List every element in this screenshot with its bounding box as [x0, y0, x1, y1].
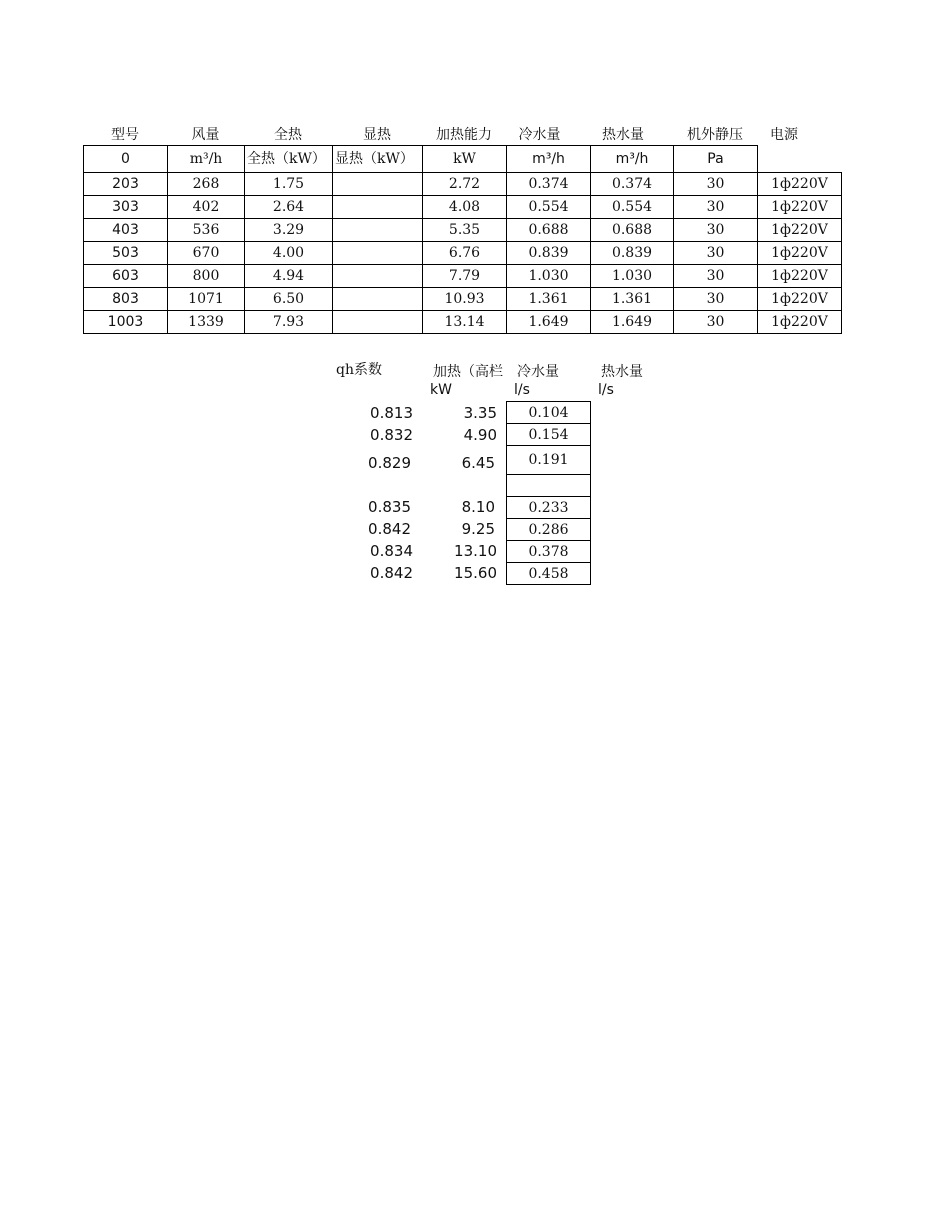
- heating-value: 3.35: [463, 404, 497, 422]
- cell-airflow: 670: [168, 242, 245, 265]
- cell-sensible-heat: [333, 173, 423, 196]
- cell-model: 603: [84, 265, 168, 288]
- cell-heating: 6.76: [423, 242, 507, 265]
- cell-heating: 5.35: [423, 219, 507, 242]
- cell-model: 203: [84, 173, 168, 196]
- cold-water-cell: 0.378: [506, 540, 591, 563]
- qh-value: 0.829: [368, 454, 411, 472]
- table-row: [84, 265, 842, 288]
- spec-table: [83, 145, 842, 334]
- cell-hot-water: 1.030: [591, 265, 674, 288]
- cell-hot-water: 1.649: [591, 311, 674, 334]
- header-static-pressure: 机外静压: [687, 127, 743, 143]
- qh-value: 0.832: [370, 426, 413, 444]
- cell-power: 1ф220V: [758, 288, 842, 311]
- qh-value: 0.842: [370, 564, 413, 582]
- cell-total-heat: 2.64: [245, 196, 333, 219]
- units-cell: m³/h: [168, 146, 245, 173]
- cell-power: 1ф220V: [758, 173, 842, 196]
- cell-model: 803: [84, 288, 168, 311]
- heating-value: 8.10: [461, 498, 495, 516]
- units-cell: Pa: [674, 146, 758, 173]
- cell-static-pressure: 30: [674, 265, 758, 288]
- table-row: [84, 173, 842, 196]
- table-row: [84, 196, 842, 219]
- cell-sensible-heat: [333, 265, 423, 288]
- cell-airflow: 268: [168, 173, 245, 196]
- cell-heating: 4.08: [423, 196, 507, 219]
- lower-unit-kw: kW: [430, 382, 452, 398]
- cell-airflow: 402: [168, 196, 245, 219]
- cell-heating: 13.14: [423, 311, 507, 334]
- qh-value: 0.842: [368, 520, 411, 538]
- header-total-heat: 全热: [274, 127, 302, 143]
- cell-airflow: 536: [168, 219, 245, 242]
- cell-sensible-heat: [333, 311, 423, 334]
- cell-heating: 10.93: [423, 288, 507, 311]
- cold-water-cell: [506, 474, 591, 497]
- cell-model: 1003: [84, 311, 168, 334]
- units-cell: 显热（kW）: [333, 146, 423, 173]
- cell-static-pressure: 30: [674, 242, 758, 265]
- qh-value: 0.835: [368, 498, 411, 516]
- lower-header-qh: qh系数: [336, 362, 382, 378]
- units-cell: m³/h: [591, 146, 674, 173]
- cold-water-cell: 0.191: [506, 445, 591, 475]
- header-heating-capacity: 加热能力: [436, 127, 492, 143]
- cell-sensible-heat: [333, 219, 423, 242]
- cell-static-pressure: 30: [674, 288, 758, 311]
- header-cold-water: 冷水量: [518, 127, 561, 143]
- header-power: 电源: [770, 127, 798, 143]
- cell-model: 403: [84, 219, 168, 242]
- heating-value: 4.90: [463, 426, 497, 444]
- header-airflow: 风量: [191, 127, 220, 143]
- lower-unit-ls: l/s: [598, 382, 614, 398]
- cell-static-pressure: 30: [674, 219, 758, 242]
- cell-total-heat: 6.50: [245, 288, 333, 311]
- cell-cold-water: 1.030: [507, 265, 591, 288]
- cell-sensible-heat: [333, 196, 423, 219]
- cell-static-pressure: 30: [674, 196, 758, 219]
- units-cell: kW: [423, 146, 507, 173]
- cell-sensible-heat: [333, 242, 423, 265]
- table-row: [84, 288, 842, 311]
- cell-heating: 7.79: [423, 265, 507, 288]
- qh-value: 0.834: [370, 542, 413, 560]
- table-row: [84, 242, 842, 265]
- qh-value: 0.813: [370, 404, 413, 422]
- cell-power: 1ф220V: [758, 219, 842, 242]
- cell-hot-water: 1.361: [591, 288, 674, 311]
- cell-power: 1ф220V: [758, 196, 842, 219]
- cell-cold-water: 0.839: [507, 242, 591, 265]
- cell-sensible-heat: [333, 288, 423, 311]
- units-cell: 0: [84, 146, 168, 173]
- units-cell: m³/h: [507, 146, 591, 173]
- lower-header-hot-water: 热水量: [601, 364, 643, 380]
- cold-water-cell: 0.154: [506, 423, 591, 446]
- header-sensible-heat: 显热: [363, 127, 391, 143]
- cell-model: 503: [84, 242, 168, 265]
- cell-model: 303: [84, 196, 168, 219]
- cell-total-heat: 7.93: [245, 311, 333, 334]
- cell-airflow: 800: [168, 265, 245, 288]
- cell-power: 1ф220V: [758, 242, 842, 265]
- lower-header-cold-water: 冷水量: [517, 364, 559, 380]
- cell-total-heat: 4.00: [245, 242, 333, 265]
- table-row: [84, 219, 842, 242]
- cold-water-cell: 0.104: [506, 401, 591, 424]
- cold-water-cell: 0.233: [506, 496, 591, 519]
- cell-static-pressure: 30: [674, 173, 758, 196]
- header-model: 型号: [111, 127, 139, 143]
- lower-header-heating: 加热（高栏: [433, 364, 503, 380]
- table-row: [84, 311, 842, 334]
- heating-value: 13.10: [454, 542, 497, 560]
- heating-value: 9.25: [461, 520, 495, 538]
- header-hot-water: 热水量: [602, 127, 644, 143]
- units-row: [84, 146, 842, 173]
- cell-cold-water: 0.554: [507, 196, 591, 219]
- cell-total-heat: 4.94: [245, 265, 333, 288]
- units-cell: [758, 146, 842, 173]
- cell-cold-water: 1.361: [507, 288, 591, 311]
- cell-hot-water: 0.688: [591, 219, 674, 242]
- cell-cold-water: 1.649: [507, 311, 591, 334]
- cell-hot-water: 0.374: [591, 173, 674, 196]
- cell-total-heat: 1.75: [245, 173, 333, 196]
- cell-static-pressure: 30: [674, 311, 758, 334]
- cell-total-heat: 3.29: [245, 219, 333, 242]
- cold-water-cell: 0.458: [506, 562, 591, 585]
- cell-power: 1ф220V: [758, 265, 842, 288]
- cell-heating: 2.72: [423, 173, 507, 196]
- lower-unit-ls: l/s: [514, 382, 530, 398]
- cell-hot-water: 0.839: [591, 242, 674, 265]
- cell-hot-water: 0.554: [591, 196, 674, 219]
- cold-water-cell: 0.286: [506, 518, 591, 541]
- cell-airflow: 1071: [168, 288, 245, 311]
- cell-cold-water: 0.688: [507, 219, 591, 242]
- heating-value: 15.60: [454, 564, 497, 582]
- cell-airflow: 1339: [168, 311, 245, 334]
- units-cell: 全热（kW）: [245, 146, 333, 173]
- cell-power: 1ф220V: [758, 311, 842, 334]
- heating-value: 6.45: [461, 454, 495, 472]
- cell-cold-water: 0.374: [507, 173, 591, 196]
